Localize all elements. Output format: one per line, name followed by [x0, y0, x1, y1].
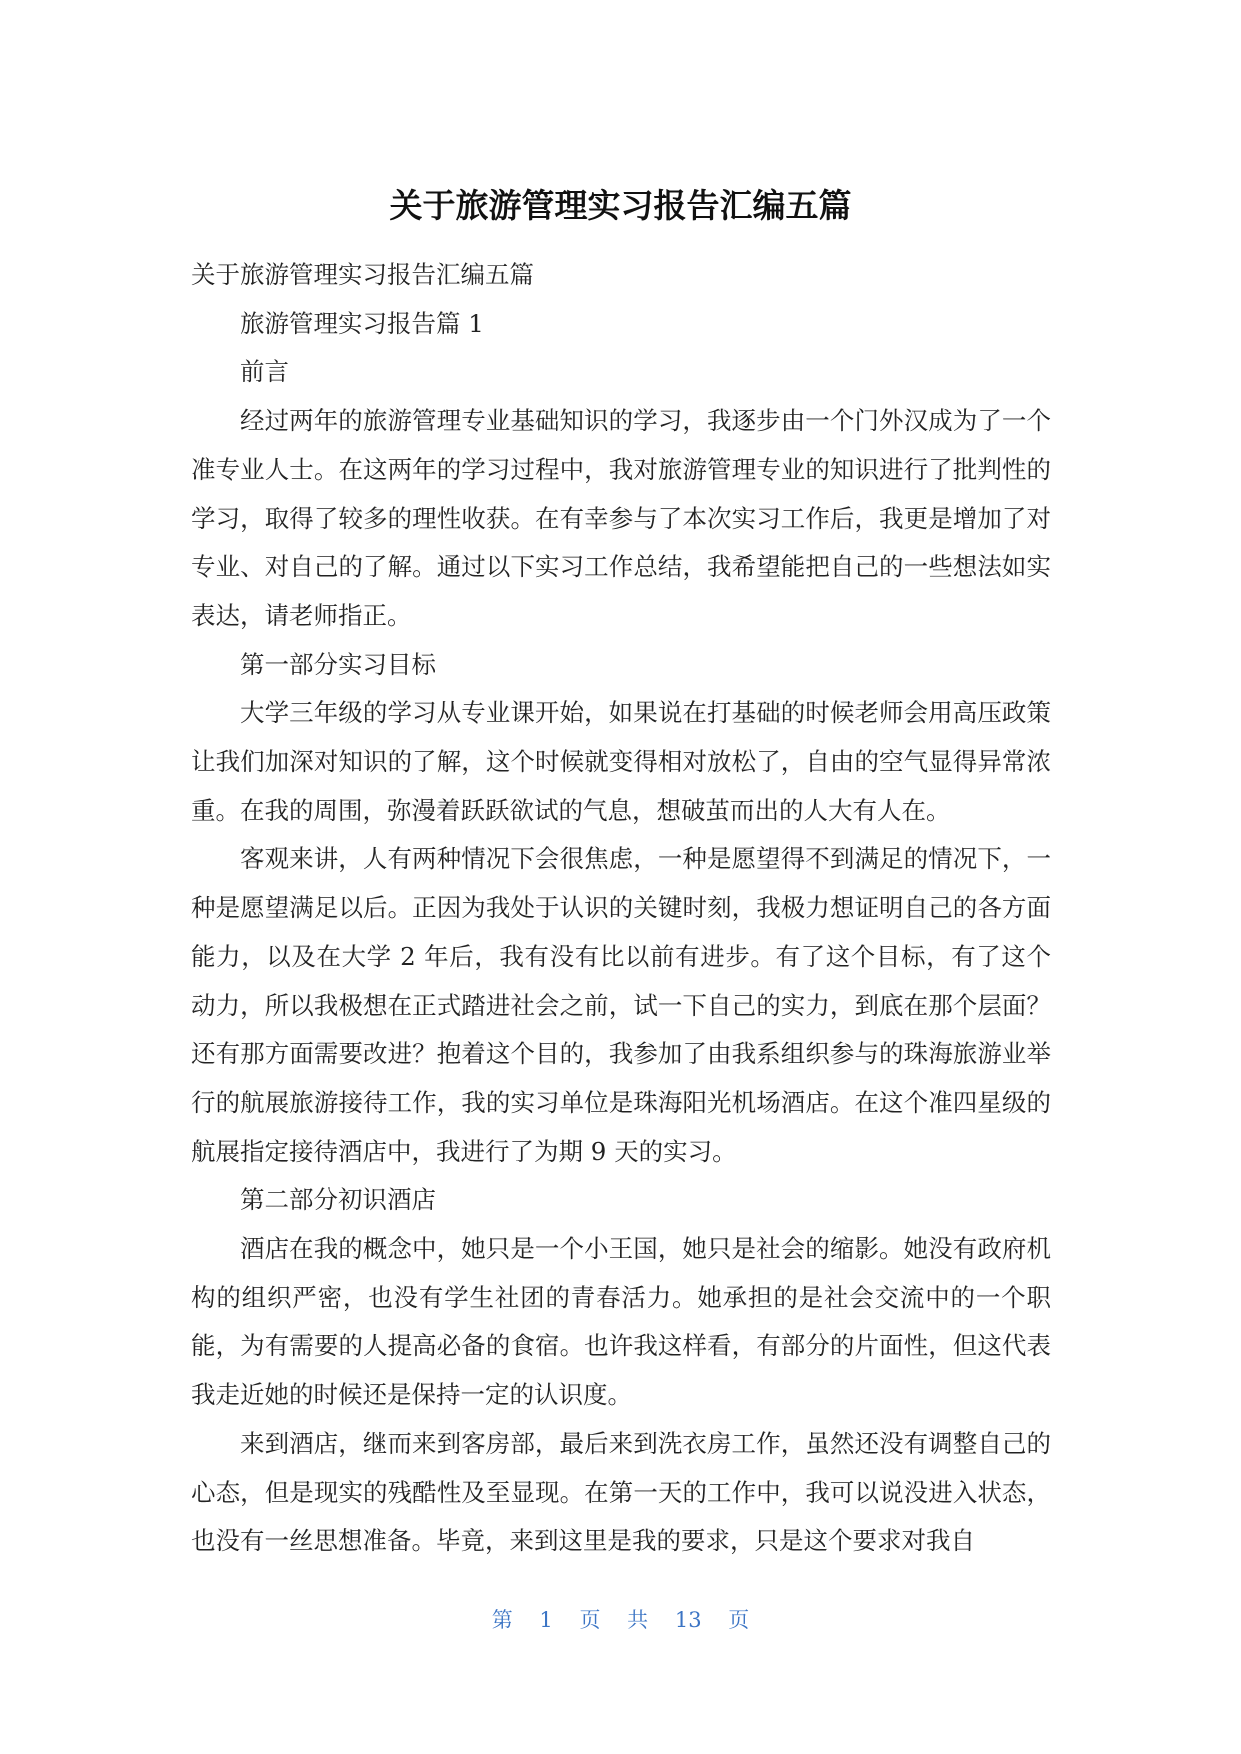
paragraph-preface-heading: 前言: [240, 357, 289, 387]
page-footer: [0, 1605, 1241, 1635]
document-title: 关于旅游管理实习报告汇编五篇: [389, 186, 852, 225]
footer-label-end: 页: [728, 1608, 750, 1632]
paragraph-preface: 经过两年的旅游管理专业基础知识的学习，我逐步由一个门外汉成为了一个准专业人士。在这两年的学习过程中，我对旅游管理专业的知识进行了批判性的学习，取得了较多的理性收获。在有幸参与了本次实习工作后，我更是增加了对专业、对自己的了解。通过以下实习工作总结，我希望能把自己的一些想法如实表达，请老师指正。: [191, 406, 1051, 630]
paragraph-part1-heading: 第一部分实习目标: [240, 649, 436, 679]
footer-label-page: 第: [491, 1608, 513, 1632]
footer-label-of: 页: [579, 1608, 601, 1632]
paragraph-part2-text1: 酒店在我的概念中，她只是一个小王国，她只是社会的缩影。她没有政府机构的组织严密，也没有学生社团的青春活力。她承担的是社会交流中的一个职能，为有需要的人提高必备的食宿。也许我这样看，有部分的片面性，但这代表我走近她的时候还是保持一定的认识度。: [191, 1234, 1051, 1410]
paragraph-section-title: 旅游管理实习报告篇 1: [240, 308, 484, 338]
paragraph-doc-heading: 关于旅游管理实习报告汇编五篇: [191, 260, 534, 289]
paragraph-part2-text2: 来到酒店，继而来到客房部，最后来到洗衣房工作，虽然还没有调整自己的心态，但是现实的残酷性及至显现。在第一天的工作中，我可以说没进入状态，也没有一丝思想准备。毕竟，来到这里是我的要求，只是这个要求对我自: [191, 1428, 1051, 1556]
paragraph-part1-text2: 客观来讲，人有两种情况下会很焦虑，一种是愿望得不到满足的情况下，一种是愿望满足以后。正因为我处于认识的关键时刻，我极力想证明自己的各方面能力，以及在大学 2 年后，我有没有比以前有进步。有了这个目标，有了这个动力，所以我极想在正式踏进社会之前，试一下自己的实力，到底在那个层面？还有那方面需要改进？抱着这个目的，我参加了由我系组织参与的珠海旅游业举行的航展旅游接待工作，我的实习单位是珠海阳光机场酒店。在这个准四星级的航展指定接待酒店中，我进行了为期 9 天的实习。: [191, 844, 1051, 1166]
footer-current-page: 1: [539, 1608, 553, 1632]
paragraph-part1-text1: 大学三年级的学习从专业课开始，如果说在打基础的时候老师会用高压政策让我们加深对知识的了解，这个时候就变得相对放松了，自由的空气显得异常浓重。在我的周围，弥漫着跃跃欲试的气息，想破茧而出的人大有人在。: [191, 698, 1051, 825]
paragraph-part2-heading: 第二部分初识酒店: [240, 1185, 436, 1215]
footer-total-pages: 13: [674, 1608, 702, 1632]
document-body: [191, 251, 1051, 1566]
footer-label-total: 共: [627, 1608, 649, 1632]
